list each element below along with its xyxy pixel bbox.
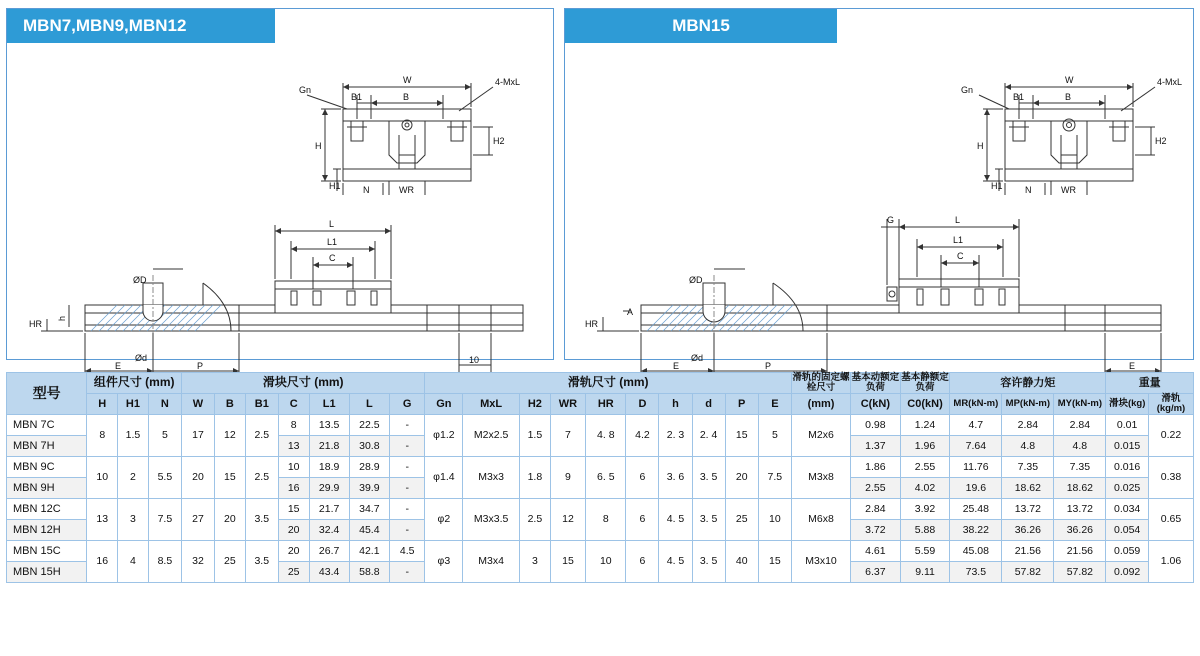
- cell-wblock: 0.034: [1106, 498, 1149, 519]
- cell-MxL: M3x3.5: [463, 498, 520, 540]
- svg-text:H2: H2: [493, 136, 505, 146]
- cell-bolt: M6x8: [791, 498, 850, 540]
- svg-text:4-MxL: 4-MxL: [1157, 77, 1183, 87]
- svg-text:C: C: [329, 253, 336, 263]
- subheader-HR: HR: [586, 393, 626, 414]
- drawing-left: [7, 43, 553, 371]
- cell-C0_kn: 5.59: [900, 540, 950, 561]
- cell-C_kn: 6.37: [851, 561, 901, 582]
- subheader-L: L: [349, 393, 389, 414]
- cell-d: 3. 5: [692, 498, 725, 540]
- cell-W: 27: [181, 498, 214, 540]
- cell-L: 30.8: [349, 435, 389, 456]
- cell-wblock: 0.092: [1106, 561, 1149, 582]
- cell-H: 13: [87, 498, 118, 540]
- cell-C0_kn: 3.92: [900, 498, 950, 519]
- cell-H2: 2.5: [520, 498, 551, 540]
- cell-G: -: [389, 498, 425, 519]
- cell-MP: 4.8: [1002, 435, 1054, 456]
- svg-text:A: A: [627, 307, 634, 317]
- cell-W: 20: [181, 456, 214, 498]
- cell-L1: 21.8: [309, 435, 349, 456]
- svg-text:B1: B1: [351, 92, 363, 102]
- cell-G: 4.5: [389, 540, 425, 561]
- cell-MR: 73.5: [950, 561, 1002, 582]
- cell-MR: 45.08: [950, 540, 1002, 561]
- cell-MY: 4.8: [1054, 435, 1106, 456]
- cell-C0_kn: 5.88: [900, 519, 950, 540]
- subheader-WR: WR: [550, 393, 585, 414]
- cell-L1: 18.9: [309, 456, 349, 477]
- table-row: [7, 540, 1194, 561]
- cell-model: MBN 7H: [7, 435, 87, 456]
- cell-MR: 19.6: [950, 477, 1002, 498]
- svg-text:B: B: [1065, 92, 1072, 102]
- cell-wblock: 0.059: [1106, 540, 1149, 561]
- cell-H1: 1.5: [118, 414, 149, 456]
- cell-D: 6: [626, 540, 659, 582]
- cell-C_kn: 4.61: [851, 540, 901, 561]
- cell-d: 2. 4: [692, 414, 725, 456]
- subheader-weight-block: 滑块(kg): [1106, 393, 1149, 414]
- cell-L1: 26.7: [309, 540, 349, 561]
- cell-C_kn: 1.86: [851, 456, 901, 477]
- cell-L: 22.5: [349, 414, 389, 435]
- cell-L1: 32.4: [309, 519, 349, 540]
- subheader-B1: B1: [245, 393, 278, 414]
- header-block: 滑块尺寸 (mm): [181, 373, 425, 394]
- subheader-h: h: [659, 393, 692, 414]
- cell-G: -: [389, 477, 425, 498]
- panel-title-left: MBN7,MBN9,MBN12: [7, 9, 275, 43]
- svg-text:P: P: [765, 361, 772, 371]
- table-row: [7, 414, 1194, 435]
- cell-C: 15: [278, 498, 309, 519]
- cell-MY: 7.35: [1054, 456, 1106, 477]
- cell-C: 25: [278, 561, 309, 582]
- cell-h: 3. 6: [659, 456, 692, 498]
- cell-H: 10: [87, 456, 118, 498]
- svg-text:HR: HR: [29, 319, 42, 329]
- cell-h: 4. 5: [659, 540, 692, 582]
- cell-model: MBN 7C: [7, 414, 87, 435]
- subheader-d: d: [692, 393, 725, 414]
- cell-C0_kn: 1.24: [900, 414, 950, 435]
- spec-table-wrap: [6, 372, 1194, 583]
- subheader-C: C(kN): [851, 393, 901, 414]
- cell-G: -: [389, 414, 425, 435]
- subheader-D: D: [626, 393, 659, 414]
- cell-B: 20: [215, 498, 246, 540]
- table-row: [7, 498, 1194, 519]
- svg-text:ØD: ØD: [133, 275, 147, 285]
- svg-text:H: H: [315, 141, 322, 151]
- cell-B: 15: [215, 456, 246, 498]
- cell-D: 4.2: [626, 414, 659, 456]
- cell-C_kn: 3.72: [851, 519, 901, 540]
- cell-MY: 21.56: [1054, 540, 1106, 561]
- cell-MP: 7.35: [1002, 456, 1054, 477]
- table-row: [7, 456, 1194, 477]
- cell-L: 39.9: [349, 477, 389, 498]
- cell-C_kn: 1.37: [851, 435, 901, 456]
- cell-MR: 38.22: [950, 519, 1002, 540]
- cell-C_kn: 2.55: [851, 477, 901, 498]
- cell-C_kn: 0.98: [851, 414, 901, 435]
- header-rail: 滑轨尺寸 (mm): [425, 373, 792, 394]
- svg-text:L1: L1: [953, 235, 964, 245]
- cell-B1: 3.5: [245, 540, 278, 582]
- cell-C: 20: [278, 540, 309, 561]
- cell-WR: 9: [550, 456, 585, 498]
- subheader-W: W: [181, 393, 214, 414]
- svg-text:HR: HR: [585, 319, 598, 329]
- cell-h: 4. 5: [659, 498, 692, 540]
- svg-text:N: N: [1025, 185, 1032, 195]
- cell-C: 16: [278, 477, 309, 498]
- cell-W: 17: [181, 414, 214, 456]
- cell-C0_kn: 4.02: [900, 477, 950, 498]
- cell-MY: 57.82: [1054, 561, 1106, 582]
- subheader-H1: H1: [118, 393, 149, 414]
- svg-text:h: h: [57, 315, 67, 321]
- svg-text:G: G: [887, 215, 895, 225]
- cell-C: 20: [278, 519, 309, 540]
- cell-L1: 43.4: [309, 561, 349, 582]
- subheader-MxL: MxL: [463, 393, 520, 414]
- cell-WR: 12: [550, 498, 585, 540]
- subheader-MR: MR(kN-m): [950, 393, 1002, 414]
- cell-MP: 36.26: [1002, 519, 1054, 540]
- cell-wblock: 0.015: [1106, 435, 1149, 456]
- subheader-G: G: [389, 393, 425, 414]
- svg-text:L: L: [329, 219, 335, 229]
- panel-mbn7-9-12: [6, 8, 554, 371]
- cell-N: 8.5: [148, 540, 181, 582]
- cell-N: 5: [148, 414, 181, 456]
- cell-HR: 10: [586, 540, 626, 582]
- subheader-N: N: [148, 393, 181, 414]
- subheader-bolt-unit: (mm): [791, 393, 850, 414]
- cell-MxL: M3x4: [463, 540, 520, 582]
- cell-MR: 25.48: [950, 498, 1002, 519]
- subheader-MY: MY(kN-m): [1054, 393, 1106, 414]
- cell-wrail: 0.38: [1148, 456, 1193, 498]
- cell-wrail: 0.65: [1148, 498, 1193, 540]
- cell-D: 6: [626, 456, 659, 498]
- svg-text:B1: B1: [1013, 92, 1025, 102]
- svg-text:Ød: Ød: [135, 353, 148, 363]
- svg-text:B: B: [403, 92, 410, 102]
- cell-bolt: M3x10: [791, 540, 850, 582]
- cell-H2: 1.8: [520, 456, 551, 498]
- cell-HR: 6. 5: [586, 456, 626, 498]
- cell-L: 28.9: [349, 456, 389, 477]
- cell-wblock: 0.054: [1106, 519, 1149, 540]
- subheader-H: H: [87, 393, 118, 414]
- cell-E: 10: [758, 498, 791, 540]
- cell-MR: 4.7: [950, 414, 1002, 435]
- cell-HR: 4. 8: [586, 414, 626, 456]
- header-weight: 重量: [1106, 373, 1194, 394]
- cell-L: 34.7: [349, 498, 389, 519]
- header-assembly: 组件尺寸 (mm): [87, 373, 182, 394]
- cell-E: 5: [758, 414, 791, 456]
- cell-G: -: [389, 519, 425, 540]
- cell-MP: 21.56: [1002, 540, 1054, 561]
- cell-model: MBN 12C: [7, 498, 87, 519]
- cell-HR: 8: [586, 498, 626, 540]
- cell-H: 8: [87, 414, 118, 456]
- cell-C_kn: 2.84: [851, 498, 901, 519]
- svg-text:Gn: Gn: [961, 85, 974, 95]
- drawing-right: [565, 43, 1193, 371]
- svg-text:Ød: Ød: [691, 353, 704, 363]
- svg-text:C: C: [957, 251, 964, 261]
- cell-L1: 13.5: [309, 414, 349, 435]
- cell-E: 15: [758, 540, 791, 582]
- svg-text:E: E: [1129, 361, 1136, 371]
- header-model: 型号: [7, 373, 87, 415]
- cell-H2: 1.5: [520, 414, 551, 456]
- header-static: 基本静额定负荷: [901, 372, 949, 393]
- cell-H1: 3: [118, 498, 149, 540]
- header-dynamic: 基本动额定负荷: [851, 372, 900, 393]
- cell-wrail: 1.06: [1148, 540, 1193, 582]
- table-head: [7, 373, 1194, 415]
- cell-bolt: M2x6: [791, 414, 850, 456]
- svg-text:W: W: [1065, 75, 1074, 85]
- cell-MxL: M3x3: [463, 456, 520, 498]
- subheader-E: E: [758, 393, 791, 414]
- cell-B1: 3.5: [245, 498, 278, 540]
- svg-text:4-MxL: 4-MxL: [495, 77, 521, 87]
- panel-mbn15: [564, 8, 1194, 371]
- cell-D: 6: [626, 498, 659, 540]
- cell-wblock: 0.016: [1106, 456, 1149, 477]
- cell-C: 8: [278, 414, 309, 435]
- cell-MR: 11.76: [950, 456, 1002, 477]
- subheader-Gn: Gn: [425, 393, 463, 414]
- svg-text:W: W: [403, 75, 412, 85]
- cell-MY: 13.72: [1054, 498, 1106, 519]
- cell-H: 16: [87, 540, 118, 582]
- cell-L: 42.1: [349, 540, 389, 561]
- cell-MY: 18.62: [1054, 477, 1106, 498]
- cell-B1: 2.5: [245, 414, 278, 456]
- cell-model: MBN 12H: [7, 519, 87, 540]
- subheader-weight-rail: 滑轨(kg/m): [1148, 393, 1193, 414]
- cell-MP: 57.82: [1002, 561, 1054, 582]
- cell-bolt: M3x8: [791, 456, 850, 498]
- svg-text:H2: H2: [1155, 136, 1167, 146]
- cell-L: 45.4: [349, 519, 389, 540]
- drawing-right-svg: [565, 43, 1193, 371]
- svg-text:P: P: [197, 361, 204, 371]
- subheader-B: B: [215, 393, 246, 414]
- cell-model: MBN 9H: [7, 477, 87, 498]
- svg-text:H1: H1: [329, 181, 341, 191]
- svg-text:10: 10: [469, 355, 480, 365]
- cell-P: 20: [725, 456, 758, 498]
- cell-C0_kn: 1.96: [900, 435, 950, 456]
- cell-MxL: M2x2.5: [463, 414, 520, 456]
- cell-MP: 2.84: [1002, 414, 1054, 435]
- cell-C0_kn: 2.55: [900, 456, 950, 477]
- cell-MY: 36.26: [1054, 519, 1106, 540]
- cell-MR: 7.64: [950, 435, 1002, 456]
- header-moment: 容许静力矩: [950, 373, 1106, 394]
- cell-wblock: 0.01: [1106, 414, 1149, 435]
- cell-H2: 3: [520, 540, 551, 582]
- svg-text:WR: WR: [399, 185, 414, 195]
- subheader-H2: H2: [520, 393, 551, 414]
- cell-B1: 2.5: [245, 456, 278, 498]
- cell-MP: 18.62: [1002, 477, 1054, 498]
- subheader-P: P: [725, 393, 758, 414]
- cell-Gn: φ3: [425, 540, 463, 582]
- cell-WR: 15: [550, 540, 585, 582]
- header-bolt: 滑轨的固定螺栓尺寸: [792, 372, 850, 393]
- cell-B: 25: [215, 540, 246, 582]
- table-body: [7, 414, 1194, 582]
- cell-model: MBN 9C: [7, 456, 87, 477]
- subheader-C0: C0(kN): [900, 393, 950, 414]
- cell-L1: 29.9: [309, 477, 349, 498]
- cell-Gn: φ1.2: [425, 414, 463, 456]
- svg-text:WR: WR: [1061, 185, 1076, 195]
- cell-B: 12: [215, 414, 246, 456]
- cell-N: 7.5: [148, 498, 181, 540]
- svg-text:L: L: [955, 215, 961, 225]
- cell-L1: 21.7: [309, 498, 349, 519]
- subheader-L1: L1: [309, 393, 349, 414]
- subheader-C: C: [278, 393, 309, 414]
- svg-text:ØD: ØD: [689, 275, 703, 285]
- cell-C0_kn: 9.11: [900, 561, 950, 582]
- cell-d: 3. 5: [692, 540, 725, 582]
- svg-text:H: H: [977, 141, 984, 151]
- svg-text:E: E: [115, 361, 122, 371]
- cell-P: 25: [725, 498, 758, 540]
- cell-wblock: 0.025: [1106, 477, 1149, 498]
- cell-G: -: [389, 456, 425, 477]
- cell-H1: 2: [118, 456, 149, 498]
- cell-Gn: φ2: [425, 498, 463, 540]
- cell-model: MBN 15C: [7, 540, 87, 561]
- svg-text:Gn: Gn: [299, 85, 312, 95]
- cell-P: 15: [725, 414, 758, 456]
- cell-WR: 7: [550, 414, 585, 456]
- subheader-MP: MP(kN-m): [1002, 393, 1054, 414]
- cell-E: 7.5: [758, 456, 791, 498]
- cell-Gn: φ1.4: [425, 456, 463, 498]
- cell-wrail: 0.22: [1148, 414, 1193, 456]
- svg-text:N: N: [363, 185, 370, 195]
- panel-title-right: MBN15: [565, 9, 837, 43]
- spec-table: [6, 372, 1194, 583]
- svg-text:H1: H1: [991, 181, 1003, 191]
- cell-C: 13: [278, 435, 309, 456]
- cell-W: 32: [181, 540, 214, 582]
- cell-L: 58.8: [349, 561, 389, 582]
- cell-P: 40: [725, 540, 758, 582]
- cell-G: -: [389, 561, 425, 582]
- cell-G: -: [389, 435, 425, 456]
- cell-C: 10: [278, 456, 309, 477]
- cell-H1: 4: [118, 540, 149, 582]
- cell-h: 2. 3: [659, 414, 692, 456]
- cell-model: MBN 15H: [7, 561, 87, 582]
- svg-text:E: E: [673, 361, 680, 371]
- cell-d: 3. 5: [692, 456, 725, 498]
- cell-N: 5.5: [148, 456, 181, 498]
- svg-text:L1: L1: [327, 237, 338, 247]
- cell-MY: 2.84: [1054, 414, 1106, 435]
- drawing-left-svg: [7, 43, 553, 371]
- cell-MP: 13.72: [1002, 498, 1054, 519]
